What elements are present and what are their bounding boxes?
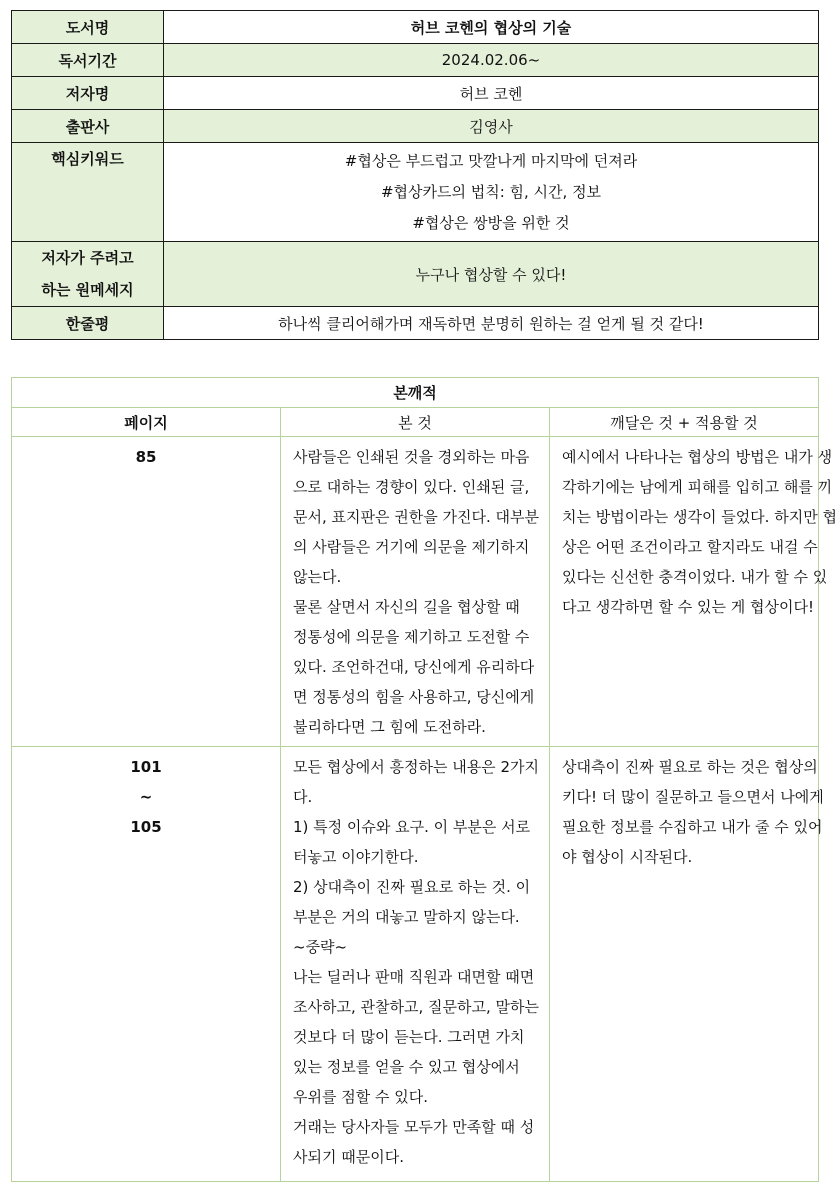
book-info-table xyxy=(11,10,819,340)
notes-title: 본깨적 xyxy=(12,378,819,408)
page-range-separator: ~ xyxy=(139,788,153,806)
author-row xyxy=(12,77,819,110)
publisher-label: 출판사 xyxy=(12,110,164,143)
seen-line: 물론 살면서 자신의 길을 협상할 때 xyxy=(293,598,520,616)
note-row xyxy=(12,747,819,1182)
seen-line: 문서, 표지판은 권한을 가진다. 대부분 xyxy=(293,508,539,526)
author-name: 허브 코헨 xyxy=(164,77,819,110)
note-seen xyxy=(281,747,550,1182)
learned-line: 키다! 더 많이 질문하고 들으면서 나에게 xyxy=(562,788,824,806)
seen-line: 불리하다면 그 힘에 도전하라. xyxy=(293,718,486,736)
keyword-item: #협상은 쌍방을 위한 것 xyxy=(412,214,570,232)
one-message: 누구나 협상할 수 있다! xyxy=(164,242,819,307)
learned-line: 상은 어떤 조건이라고 할지라도 내걸 수 xyxy=(562,538,818,556)
seen-line: 의 사람들은 거기에 의문을 제기하지 xyxy=(293,538,530,556)
seen-line: 모든 협상에서 흥정하는 내용은 2가지 xyxy=(293,758,539,776)
message-label-line: 하는 원메세지 xyxy=(41,281,134,299)
learned-line: 예시에서 나타나는 협상의 방법은 내가 생 xyxy=(562,448,833,466)
keyword-item: #협상카드의 법칙: 힘, 시간, 정보 xyxy=(380,183,602,201)
learned-line: 있다는 신선한 충격이었다. 내가 할 수 있 xyxy=(562,568,828,586)
keywords-list xyxy=(164,143,819,242)
title-label: 도서명 xyxy=(12,11,164,44)
message-row xyxy=(12,242,819,307)
notes-title-row xyxy=(12,378,819,408)
page-number: 85 xyxy=(135,448,157,466)
message-label xyxy=(12,242,164,307)
period-row xyxy=(12,44,819,77)
notes-header-row xyxy=(12,408,819,437)
seen-line: 부분은 거의 대놓고 말하지 않는다. xyxy=(293,908,520,926)
learned-line: 치는 방법이라는 생각이 들었다. 하지만 협 xyxy=(562,508,837,526)
seen-line: 있다. 조언하건대, 당신에게 유리하다 xyxy=(293,658,535,676)
one-line-review: 하나씩 클리어해가며 재독하면 분명히 원하는 걸 얻게 될 것 같다! xyxy=(164,307,819,340)
seen-line: 1) 특정 이슈와 요구. 이 부분은 서로 xyxy=(293,818,531,836)
note-row xyxy=(12,437,819,747)
seen-line: 조사하고, 관찰하고, 질문하고, 말하는 xyxy=(293,998,539,1016)
review-row xyxy=(12,307,819,340)
seen-line: 으로 대하는 경향이 있다. 인쇄된 글, xyxy=(293,478,530,496)
seen-line: 있는 정보를 얻을 수 있고 협상에서 xyxy=(293,1058,520,1076)
note-page xyxy=(12,437,281,747)
seen-line: 우위를 점할 수 있다. xyxy=(293,1088,428,1106)
note-seen xyxy=(281,437,550,747)
learned-line: 각하기에는 남에게 피해를 입히고 해를 끼 xyxy=(562,478,833,496)
note-learned xyxy=(550,747,824,1182)
col-header-page: 페이지 xyxy=(12,408,281,437)
notes-table xyxy=(11,377,837,1182)
note-page xyxy=(12,747,281,1182)
seen-line: 정통성에 의문을 제기하고 도전할 수 xyxy=(293,628,530,646)
seen-line: 사되기 때문이다. xyxy=(293,1148,404,1166)
publisher-row xyxy=(12,110,819,143)
reading-period: 2024.02.06~ xyxy=(164,44,819,77)
page-number: 101 xyxy=(130,758,162,776)
seen-line: 나는 딜러나 판매 직원과 대면할 때면 xyxy=(293,968,535,986)
author-label: 저자명 xyxy=(12,77,164,110)
seen-line: ~중략~ xyxy=(293,938,348,956)
seen-line: 않는다. xyxy=(293,568,342,586)
col-header-learned: 깨달은 것 + 적용할 것 xyxy=(550,408,819,437)
learned-line: 상대측이 진짜 필요로 하는 것은 협상의 xyxy=(562,758,818,776)
seen-line: 거래는 당사자들 모두가 만족할 때 성 xyxy=(293,1118,535,1136)
seen-line: 터놓고 이야기한다. xyxy=(293,848,419,866)
keywords-label: 핵심키워드 xyxy=(12,143,164,242)
seen-line: 2) 상대측이 진짜 필요로 하는 것. 이 xyxy=(293,878,531,896)
keyword-item: #협상은 부드럽고 맛깔나게 마지막에 던져라 xyxy=(344,152,638,170)
review-label: 한줄평 xyxy=(12,307,164,340)
message-label-line: 저자가 주려고 xyxy=(41,249,134,267)
publisher-name: 김영사 xyxy=(164,110,819,143)
seen-line: 면 정통성의 힘을 사용하고, 당신에게 xyxy=(293,688,535,706)
col-header-seen: 본 것 xyxy=(281,408,550,437)
title-row xyxy=(12,11,819,44)
learned-line: 필요한 정보를 수집하고 내가 줄 수 있어 xyxy=(562,818,823,836)
seen-line: 것보다 더 많이 듣는다. 그러면 가치 xyxy=(293,1028,525,1046)
page-number: 105 xyxy=(130,818,162,836)
period-label: 독서기간 xyxy=(12,44,164,77)
learned-line: 야 협상이 시작된다. xyxy=(562,848,693,866)
book-title: 허브 코헨의 협상의 기술 xyxy=(164,11,819,44)
keywords-row xyxy=(12,143,819,242)
seen-line: 사람들은 인쇄된 것을 경외하는 마음 xyxy=(293,448,530,466)
learned-line: 다고 생각하면 할 수 있는 게 협상이다! xyxy=(562,598,814,616)
seen-line: 다. xyxy=(293,788,313,806)
note-learned xyxy=(550,437,837,747)
